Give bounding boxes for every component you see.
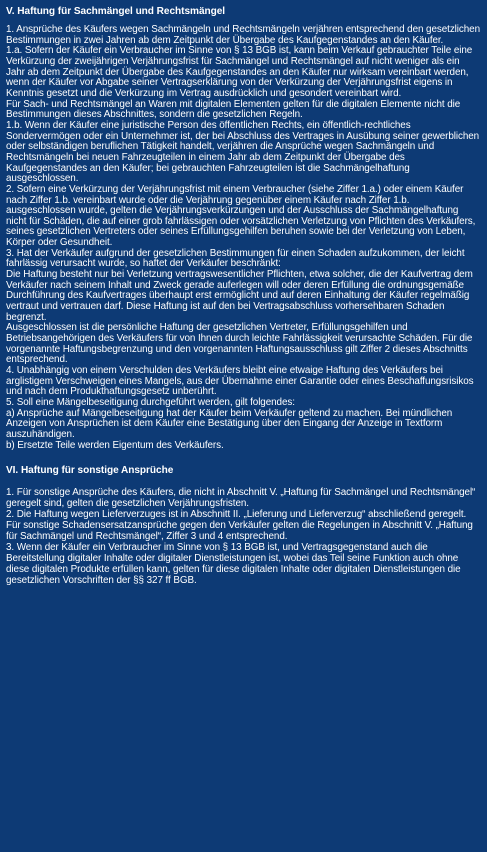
section-v-body: 1. Ansprüche des Käufers wegen Sachmängeln und Rechtsmängeln verjähren entsprechend den gesetzlichen Bestimmungen in zwei Jahren ab dem Zeitpunkt der Übergabe des Kaufgegenstandes an den Käufer. 1.a. Sofern der Käufer ein Verbraucher im Sinne von § 13 BGB ist, kann beim Verkauf gebrauchter Teile eine Verkürzung der zweijährigen Verjährungsfrist für Sachmängel und Rechtsmängel auf nicht weniger als ein Jahr ab dem Zeitpunkt der Übergabe des Kaufgegenstandes an den Käufer nur wirksam vereinbart werden, wenn der Käufer vor Abgabe seiner Vertragserklärung von der Verkürzung der Verjährungsfrist eigens in Kenntnis gesetzt und die Verkürzung im Vertrag ausdrücklich und gesondert vereinbart wird. Für Sach- und Rechtsmängel an Waren mit digitalen Elementen gelten für die digitalen Elemente nicht die Bestimmungen dieses Abschnittes, sondern die gesetzlichen Regeln. 1.b. Wenn der Käufer eine juristische Person des öffentlichen Rechts, ein öffentlich-rechtliches Sondervermögen oder ein Unternehmer ist, der bei Abschluss des Vertrages in Ausübung seiner gewerblichen oder selbständigen beruflichen Tätigkeit handelt, verjähren die Ansprüche wegen Sachmängeln und Rechtsmängeln bei neuen Fahrzeugteilen in einem Jahr ab dem Zeitpunkt der Übergabe des Kaufgegenstandes an den Käufer; bei gebrauchten Fahrzeugteilen ist die Sachmängelhaftung ausgeschlossen. 2. Sofern eine Verkürzung der Verjährungsfrist mit einem Verbraucher (siehe Ziffer 1.a.) oder einem Käufer nach Ziffer 1.b. vereinbart wurde oder die Verjährung gegenüber einem Käufer nach Ziffer 1.b. ausgeschlossen wurde, gelten die Verjährungsverkürzungen und der Ausschluss der Sachmängelhaftung nicht für Schäden, die auf einer grob fahrlässigen oder vorsätzlichen Verletzung von Pflichten des Verkäufers, seines gesetzlichen Vertreters oder seines Erfüllungsgehilfen beruhen sowie bei der Verletzung von Leben, Körper oder Gesundheit. 3. Hat der Verkäufer aufgrund der gesetzlichen Bestimmungen für einen Schaden aufzukommen, der leicht fahrlässig verursacht wurde, so haftet der Verkäufer beschränkt: Die Haftung besteht nur bei Verletzung vertragswesentlicher Pflichten, etwa solcher, die der Kaufvertrag dem Verkäufer nach seinem Inhalt und Zweck gerade auferlegen will oder deren Erfüllung die ordnungsgemäße Durchführung des Kaufvertrages überhaupt erst ermöglicht und auf deren Einhaltung der Käufer regelmäßig vertraut und vertrauen darf. Diese Haftung ist auf den bei Vertragsabschluss vorhersehbaren Schaden begrenzt. Ausgeschlossen ist die persönliche Haftung der gesetzlichen Vertreter, Erfüllungsgehilfen und Betriebsangehörigen des Verkäufers für von Ihnen durch leichte Fahrlässigkeit verursachte Schäden. Für die vorgenannte Haftungsbegrenzung und den vorgenannten Haftungsausschluss gilt Ziffer 2 dieses Abschnitts entsprechend. 4. Unabhängig von einem Verschulden des Verkäufers bleibt eine etwaige Haftung des Verkäufers bei arglistigem Verschweigen eines Mangels, aus der Übernahme einer Garantie oder eines Beschaffungsrisikos und nach dem Produkthaftungsgesetz unberührt. 5. Soll eine Mängelbeseitigung durchgeführt werden, gilt folgendes: a) Ansprüche auf Mängelbeseitigung hat der Käufer beim Verkäufer geltend zu machen. Bei mündlichen Anzeigen von Ansprüchen ist dem Käufer eine Bestätigung über den Eingang der Anzeige in Textform auszuhändigen. b) Ersetzte Teile werden Eigentum des Verkäufers. — [6, 24, 480, 451]
section-v-heading: V. Haftung für Sachmängel und Rechtsmängel — [6, 6, 226, 17]
section-vi-body: 1. Für sonstige Ansprüche des Käufers, die nicht in Abschnitt V. „Haftung für Sachmängel und Rechtsmängel“ geregelt sind, gelten die gesetzlichen Verjährungsfristen. 2. Die Haftung wegen Lieferverzuges ist in Abschnitt II. „Lieferung und Lieferverzug“ abschließend geregelt. Für sonstige Schadensersatzansprüche gegen den Verkäufer gelten die Regelungen in Abschnitt V. „Haftung für Sachmängel und Rechtsmängel“, Ziffer 3 und 4 entsprechend. 3. Wenn der Käufer ein Verbraucher im Sinne von § 13 BGB ist, und Vertragsgegenstand auch die Bereitstellung digitaler Inhalte oder digitaler Dienstleistungen ist, wobei das Teil seine Funktion auch ohne diese digitalen Produkte erfüllen kann, gelten für diese digitalen Inhalte oder digitalen Dienstleistungen die gesetzlichen Vorschriften der §§ 327 ff BGB. — [6, 487, 476, 586]
section-vi-heading: VI. Haftung für sonstige Ansprüche — [6, 465, 174, 477]
